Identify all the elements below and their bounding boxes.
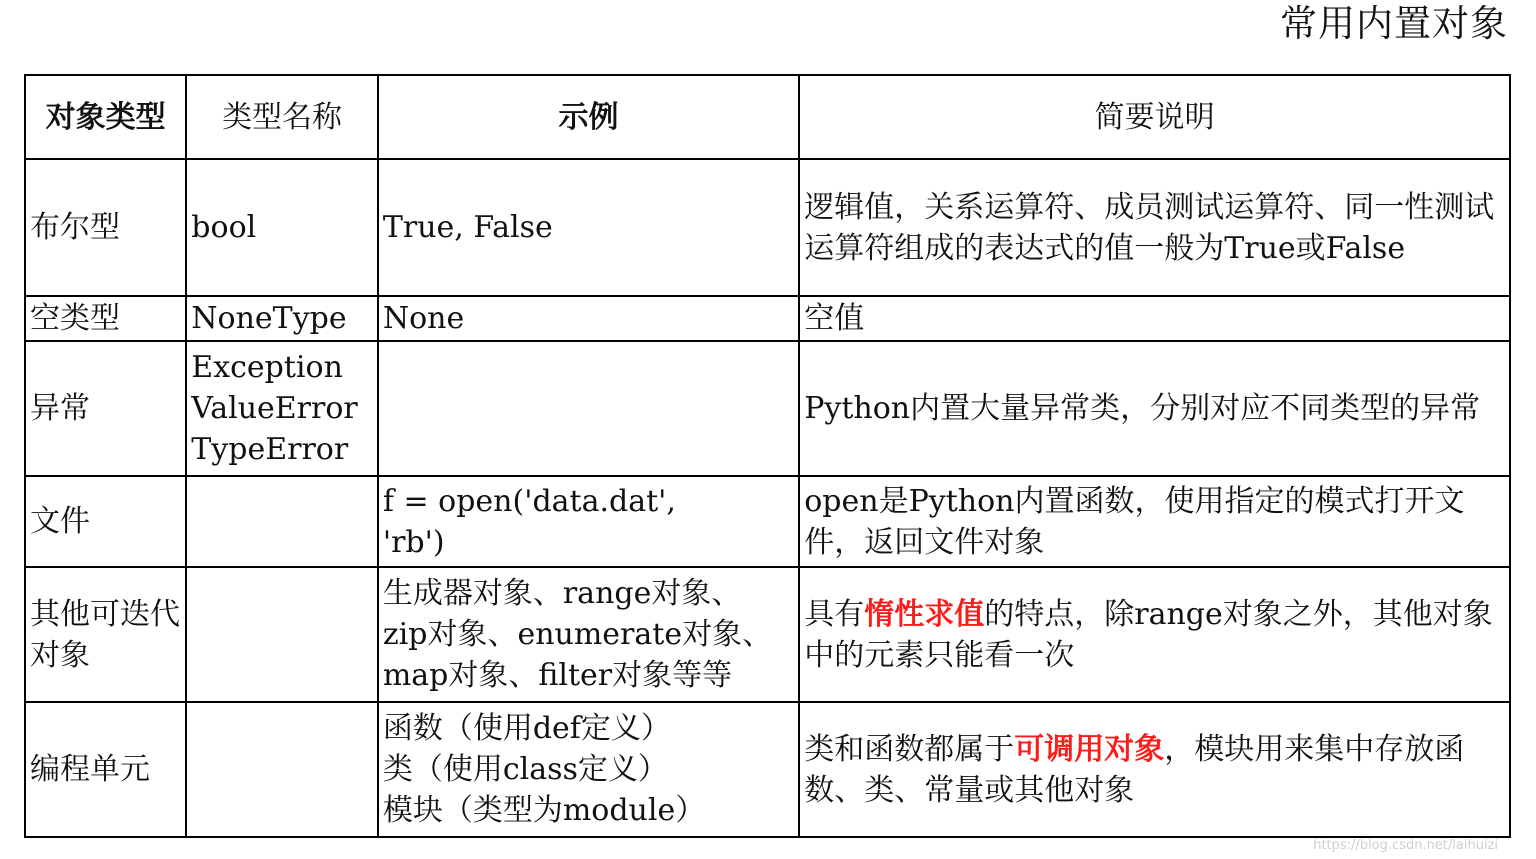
table-row <box>25 567 1510 702</box>
description-cell <box>799 702 1510 837</box>
header-example: 示例 <box>378 75 799 159</box>
type-name-cell <box>186 702 378 837</box>
description-fragment: 空值 <box>804 301 865 336</box>
highlight-term: 可调用对象 <box>1014 731 1165 767</box>
type-name-line: bool <box>191 210 257 245</box>
type-name-line: NoneType <box>191 301 347 336</box>
description-text <box>804 481 1509 563</box>
example-line: 函数（使用def定义） <box>382 711 671 746</box>
table-row <box>25 476 1510 567</box>
example-line: True, False <box>382 210 553 245</box>
object-type-cell: 其他可迭代对象 <box>25 567 186 702</box>
description-fragment: 具有 <box>804 596 865 632</box>
table-row <box>25 159 1510 296</box>
description-fragment: 逻辑值，关系运算符、成员测试运算符、同一性测试运算符组成的表达式的值一般为True或False <box>804 189 1495 266</box>
example-line: 模块（类型为module） <box>382 793 706 828</box>
header-type-name: 类型名称 <box>186 75 378 159</box>
object-type-cell: 布尔型 <box>25 159 186 296</box>
example-cell <box>378 341 799 476</box>
description-cell <box>799 159 1510 296</box>
table-row <box>25 702 1510 837</box>
description-fragment: open是Python内置函数，使用指定的模式打开文件，返回文件对象 <box>804 483 1465 560</box>
type-name-cell <box>186 476 378 567</box>
description-fragment: 类和函数都属于 <box>804 731 1015 767</box>
table-row <box>25 296 1510 341</box>
type-name-line: ValueError <box>191 391 358 426</box>
type-name-line: Exception <box>191 350 343 385</box>
description-text <box>804 187 1509 269</box>
description-fragment: Python内置大量异常类，分别对应不同类型的异常 <box>804 391 1481 426</box>
description-text <box>804 729 1509 811</box>
description-cell <box>799 567 1510 702</box>
example-line: 'rb') <box>382 524 445 560</box>
description-text <box>804 298 1509 339</box>
description-cell <box>799 476 1510 567</box>
table-row <box>25 341 1510 476</box>
type-name-cell <box>186 567 378 702</box>
type-name-cell <box>186 341 378 476</box>
object-type-cell: 文件 <box>25 476 186 567</box>
type-name-line: TypeError <box>191 432 349 467</box>
description-cell <box>799 341 1510 476</box>
page-title: 常用内置对象 <box>1280 2 1508 45</box>
example-cell <box>378 567 799 702</box>
description-fragment: 的特点，除range对象之外，其他对象中的元素只能看一次 <box>804 596 1493 673</box>
description-cell <box>799 296 1510 341</box>
highlight-term: 惰性求值 <box>864 596 985 632</box>
example-line: None <box>382 301 465 336</box>
example-line: map对象、filter对象等等 <box>382 658 733 693</box>
example-line: 类（使用class定义） <box>382 752 668 787</box>
example-cell <box>378 296 799 341</box>
example-cell <box>378 159 799 296</box>
header-description: 简要说明 <box>799 75 1510 159</box>
builtin-objects-table <box>24 74 1511 838</box>
example-line: 生成器对象、range对象、 <box>382 576 742 611</box>
example-line: f = open('data.dat', <box>382 483 676 519</box>
header-object-type: 对象类型 <box>25 75 186 159</box>
description-text <box>804 594 1509 676</box>
object-type-cell: 编程单元 <box>25 702 186 837</box>
object-type-cell: 异常 <box>25 341 186 476</box>
type-name-cell <box>186 159 378 296</box>
header-row <box>25 75 1510 159</box>
example-cell <box>378 476 799 567</box>
description-text <box>804 388 1509 429</box>
type-name-cell <box>186 296 378 341</box>
example-cell <box>378 702 799 837</box>
object-type-cell: 空类型 <box>25 296 186 341</box>
example-line: zip对象、enumerate对象、 <box>382 617 773 652</box>
watermark: https://blog.csdn.net/laihuizi <box>1313 838 1498 853</box>
description-fragment: ，模块用来集中存放函数、类、常量或其他对象 <box>804 731 1465 808</box>
